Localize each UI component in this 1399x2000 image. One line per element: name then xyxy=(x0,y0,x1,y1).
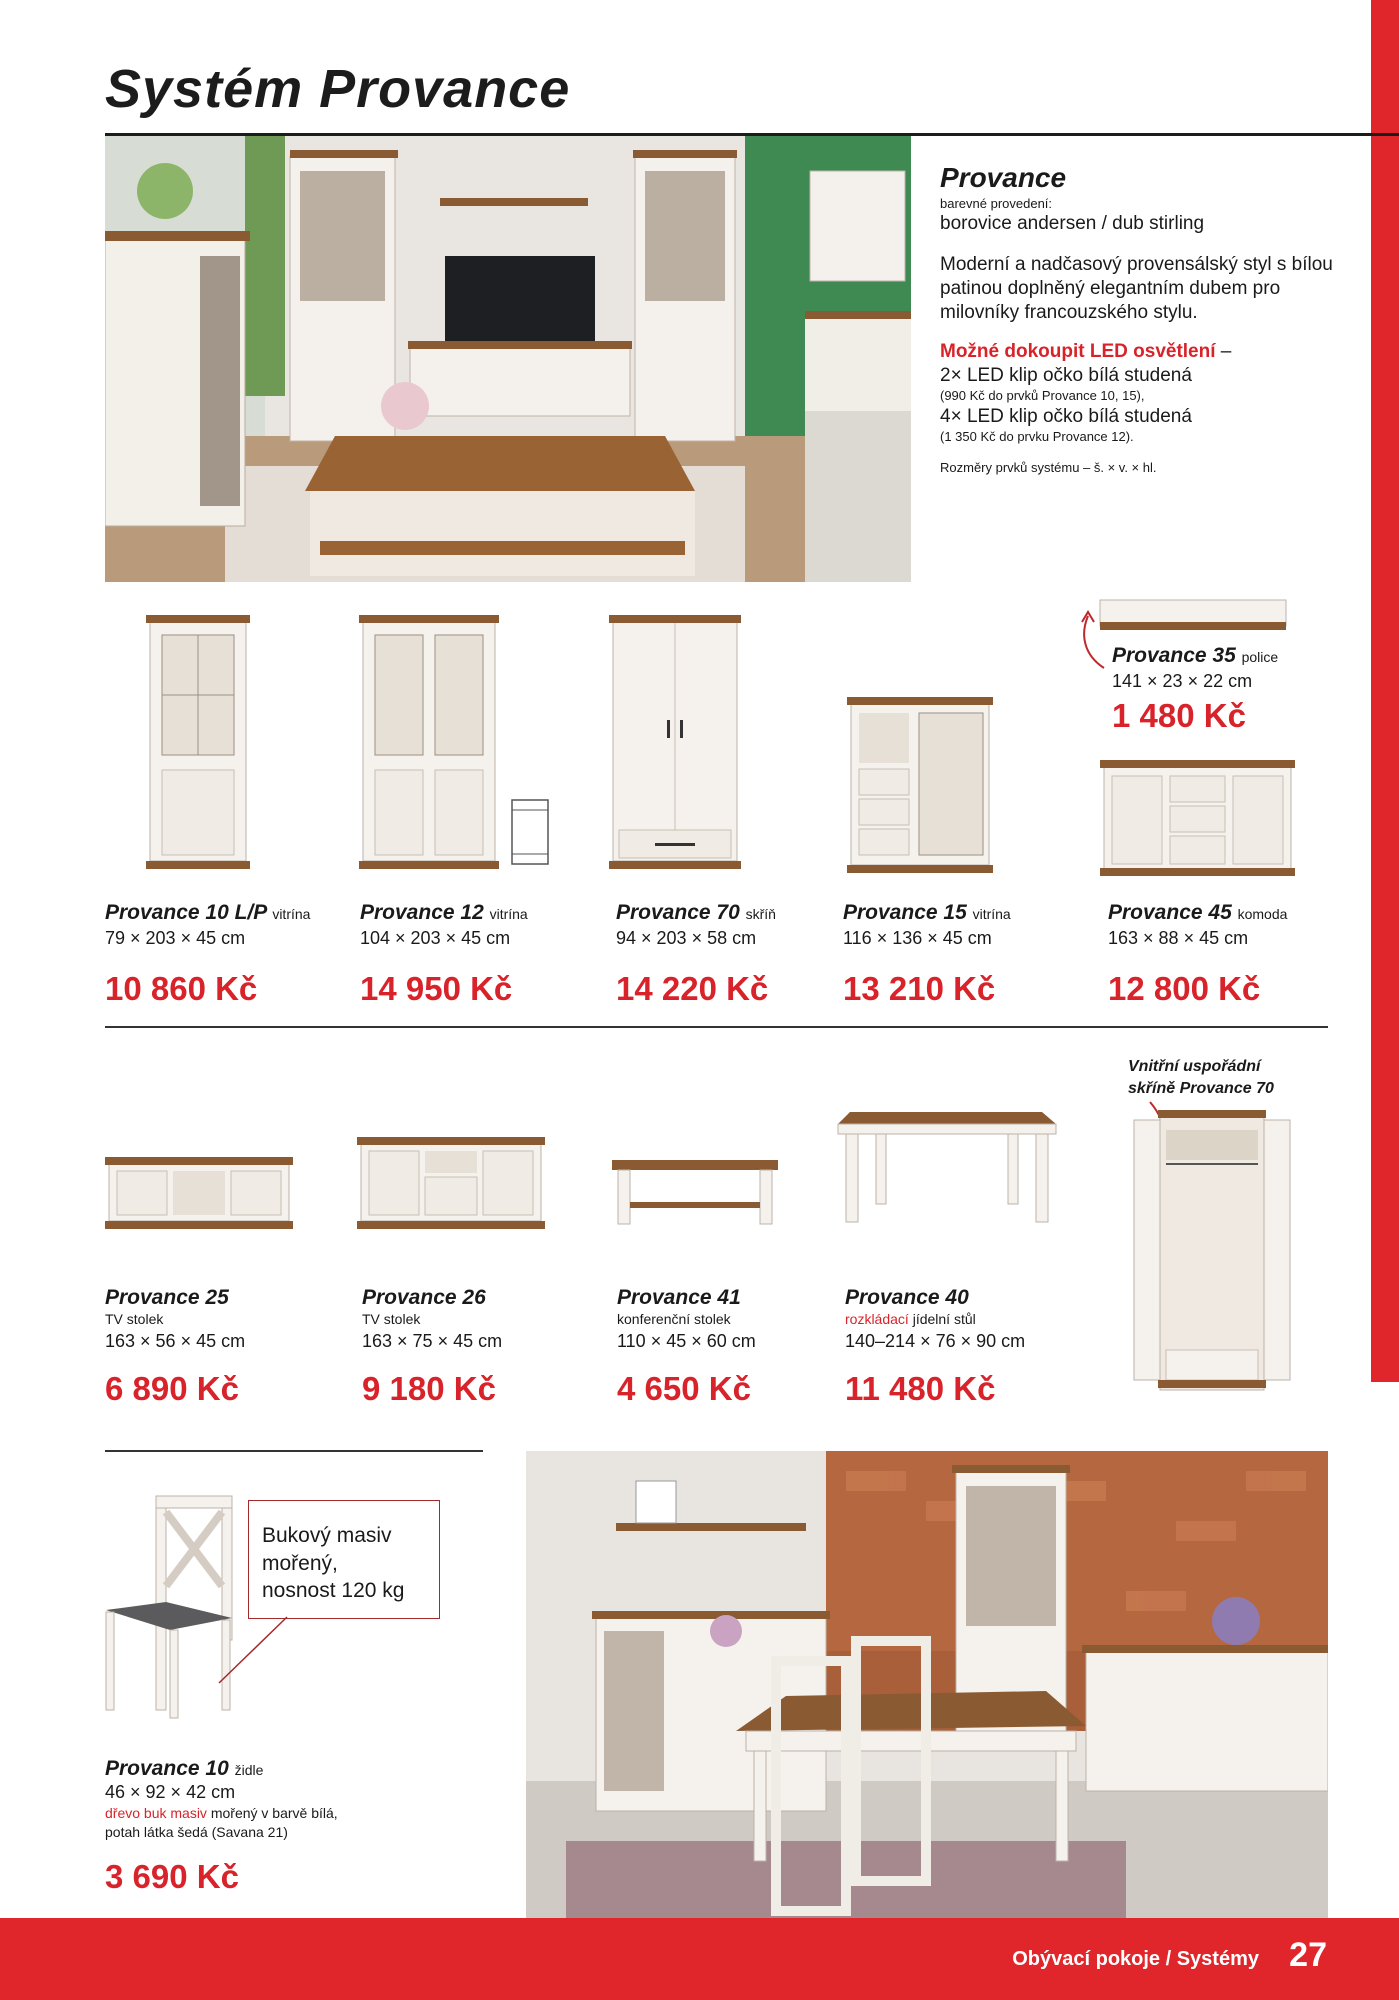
provance-26-image xyxy=(355,1135,547,1235)
dining-room-photo xyxy=(526,1451,1328,1918)
row2-item-3-kind-text: jídelní stůl xyxy=(912,1311,976,1327)
led-line-1: 2× LED klip očko bílá studená xyxy=(940,365,1192,387)
wardrobe-note-line-1: Vnitřní uspořádní xyxy=(1128,1058,1261,1075)
provance-41-image xyxy=(610,1158,780,1228)
chair-kind: židle xyxy=(234,1762,264,1778)
row2-item-2-kind: konferenční stolek xyxy=(617,1311,731,1327)
provance-12-image xyxy=(355,615,505,875)
row2-item-2-name: Provance 41 xyxy=(617,1286,741,1309)
row1-item-0-kind: vitrína xyxy=(272,906,311,922)
row2-item-0-name: Provance 25 xyxy=(105,1286,229,1309)
row1-item-2-kind: skříň xyxy=(745,906,776,922)
led-dash: – xyxy=(1215,340,1232,362)
provance-45-image xyxy=(1100,760,1295,880)
led-clip-icon xyxy=(510,798,550,866)
row1-item-3-name xyxy=(843,901,1011,925)
row2-item-3-name: Provance 40 xyxy=(845,1286,969,1309)
provance-70-interior-image xyxy=(1132,1110,1292,1400)
shelf-name-text: Provance 35 xyxy=(1112,644,1236,667)
intro-text-block xyxy=(940,160,1340,477)
row1-item-2-name-text: Provance 70 xyxy=(616,901,740,924)
chair-callout-line xyxy=(215,1615,295,1685)
row1-item-1-kind: vitrína xyxy=(489,906,528,922)
row1-item-1-dims: 104 × 203 × 45 cm xyxy=(360,928,511,948)
row1-item-4-name xyxy=(1108,901,1287,925)
provance-40-image xyxy=(836,1110,1058,1225)
led-note-1: (990 Kč do prvků Provance 10, 15), xyxy=(940,388,1145,404)
chair-material-line-2: potah látka šedá (Savana 21) xyxy=(105,1824,288,1840)
chair-material-rest: mořený v barvě bílá, xyxy=(210,1805,338,1821)
intro-description: Moderní a nadčasový provensálský styl s bílou patinou doplněný elegantním dubem pro milovníky francouzského stylu. xyxy=(940,253,1333,324)
intro-finish-value: borovice andersen / dub stirling xyxy=(940,213,1205,235)
row1-item-3-name-text: Provance 15 xyxy=(843,901,967,924)
wardrobe-note xyxy=(1128,1056,1274,1099)
row1-item-2-dims: 94 × 203 × 58 cm xyxy=(616,928,757,948)
row2-item-2-price: 4 650 Kč xyxy=(617,1370,751,1407)
row1-item-4-price: 12 800 Kč xyxy=(1108,970,1261,1007)
row2-item-2-dims: 110 × 45 × 60 cm xyxy=(617,1331,756,1351)
provance-35-shelf-image xyxy=(1098,598,1288,634)
row1-item-0-price: 10 860 Kč xyxy=(105,970,258,1007)
provance-10-image xyxy=(140,615,260,875)
row2-item-0-kind: TV stolek xyxy=(105,1311,164,1327)
callout-line-3: nosnost 120 kg xyxy=(262,1579,405,1603)
provance-70-image xyxy=(605,615,745,875)
row1-item-1-name-text: Provance 12 xyxy=(360,901,484,924)
living-room-photo xyxy=(105,136,911,582)
row2-item-1-dims: 163 × 75 × 45 cm xyxy=(362,1331,503,1351)
dimensions-note: Rozměry prvků systému – š. × v. × hl. xyxy=(940,459,1157,475)
shelf-dims: 141 × 23 × 22 cm xyxy=(1112,671,1253,691)
row1-item-2-name xyxy=(616,901,776,925)
shelf-price: 1 480 Kč xyxy=(1112,697,1246,734)
row1-item-4-kind: komoda xyxy=(1237,906,1288,922)
chair-divider xyxy=(105,1450,483,1452)
wardrobe-note-line-2: skříně Provance 70 xyxy=(1128,1079,1274,1097)
shelf-kind: police xyxy=(1241,649,1279,665)
chair-material-red: dřevo buk masiv xyxy=(105,1805,207,1821)
row2-item-1-name: Provance 26 xyxy=(362,1286,486,1309)
row1-item-3-dims: 116 × 136 × 45 cm xyxy=(843,928,992,948)
row2-item-3-kind-red: rozkládací xyxy=(845,1311,909,1327)
led-line-2: 4× LED klip očko bílá studená xyxy=(940,405,1192,427)
row1-item-1-price: 14 950 Kč xyxy=(360,970,513,1007)
row2-item-3-price: 11 480 Kč xyxy=(845,1370,996,1407)
shelf-name xyxy=(1112,644,1278,668)
row1-item-3-kind: vitrína xyxy=(972,906,1011,922)
row2-item-3-dims: 140–214 × 76 × 90 cm xyxy=(845,1331,1026,1351)
row1-item-4-name-text: Provance 45 xyxy=(1108,901,1232,924)
provance-15-image xyxy=(845,697,995,877)
intro-finish-label: barevné provedení: xyxy=(940,195,1053,211)
row1-item-2-price: 14 220 Kč xyxy=(616,970,769,1007)
row2-item-1-price: 9 180 Kč xyxy=(362,1370,496,1407)
provance-10-chair-image xyxy=(100,1490,240,1720)
shelf-pointer-arrow-icon xyxy=(1074,610,1114,670)
intro-product-name: Provance xyxy=(940,162,1067,193)
side-accent-bar xyxy=(1371,0,1399,1382)
led-note-2: (1 350 Kč do prvku Provance 12). xyxy=(940,429,1134,445)
page-number: 27 xyxy=(1289,1936,1327,1974)
row2-item-1-kind: TV stolek xyxy=(362,1311,421,1327)
row2-item-3-kind xyxy=(845,1311,976,1327)
row1-item-1-name xyxy=(360,901,528,925)
chair-callout-text xyxy=(262,1522,404,1605)
row1-item-3-price: 13 210 Kč xyxy=(843,970,996,1007)
row1-item-4-dims: 163 × 88 × 45 cm xyxy=(1108,928,1249,948)
led-heading: Možné dokoupit LED osvětlení xyxy=(940,340,1216,362)
footer-section-label: Obývací pokoje / Systémy xyxy=(1012,1948,1259,1970)
page-title: Systém Provance xyxy=(105,59,571,119)
row1-item-0-name-text: Provance 10 L/P xyxy=(105,901,267,924)
chair-price: 3 690 Kč xyxy=(105,1858,239,1895)
chair-dims: 46 × 92 × 42 cm xyxy=(105,1782,236,1802)
chair-name xyxy=(105,1757,263,1781)
callout-line-1: Bukový masiv xyxy=(262,1524,392,1547)
callout-line-2: mořený, xyxy=(262,1551,338,1575)
provance-25-image xyxy=(103,1155,295,1235)
row1-item-0-dims: 79 × 203 × 45 cm xyxy=(105,928,246,948)
row-divider xyxy=(105,1026,1328,1028)
chair-material xyxy=(105,1805,338,1821)
row2-item-0-dims: 163 × 56 × 45 cm xyxy=(105,1331,246,1351)
row2-item-0-price: 6 890 Kč xyxy=(105,1370,239,1407)
chair-name-text: Provance 10 xyxy=(105,1757,229,1780)
row1-item-0-name xyxy=(105,901,310,925)
